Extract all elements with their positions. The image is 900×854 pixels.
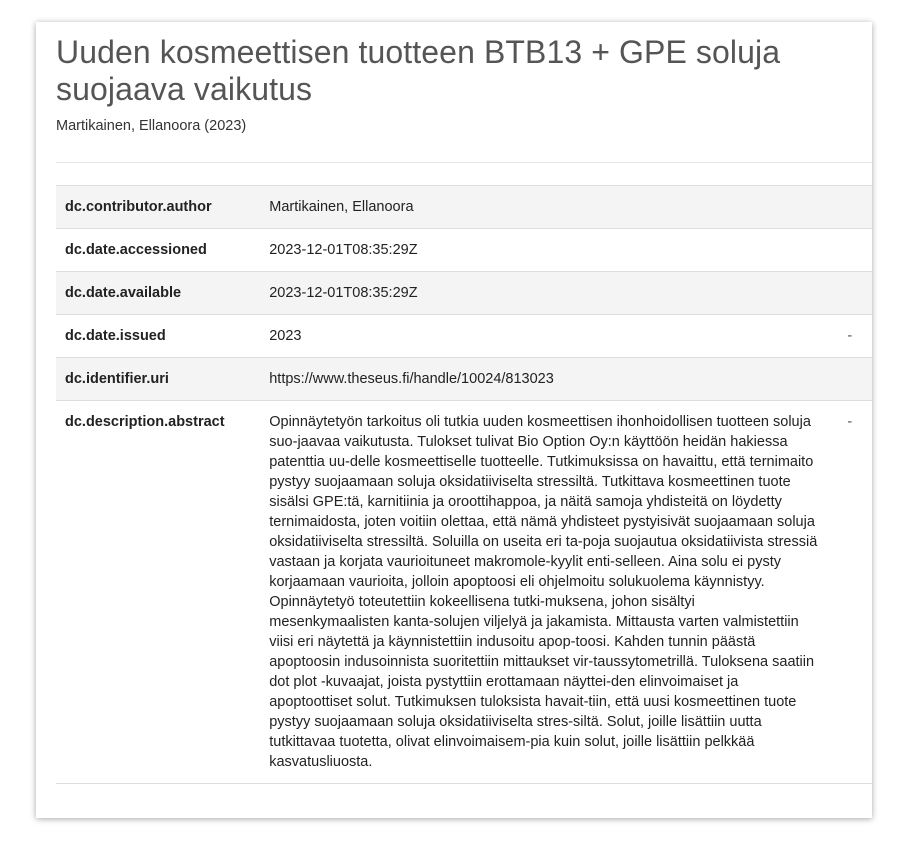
item-header — [36, 22, 872, 134]
metadata-value-available: 2023-12-01T08:35:29Z — [260, 272, 826, 315]
metadata-key: dc.date.available — [56, 272, 260, 315]
metadata-value-issued: 2023 — [260, 315, 826, 358]
metadata-lang — [826, 229, 872, 272]
metadata-row-uri — [56, 358, 872, 401]
metadata-value-accessioned: 2023-12-01T08:35:29Z — [260, 229, 826, 272]
metadata-row-available — [56, 272, 872, 315]
metadata-lang: - — [826, 315, 872, 358]
metadata-lang — [826, 358, 872, 401]
metadata-row-issued — [56, 315, 872, 358]
metadata-key: dc.date.accessioned — [56, 229, 260, 272]
metadata-value-author: Martikainen, Ellanoora — [260, 186, 826, 229]
item-record-card — [36, 22, 872, 818]
metadata-lang — [826, 272, 872, 315]
metadata-table — [56, 185, 872, 784]
metadata-lang — [826, 186, 872, 229]
metadata-key: dc.identifier.uri — [56, 358, 260, 401]
metadata-row-abstract — [56, 401, 872, 784]
metadata-key: dc.description.abstract — [56, 401, 260, 784]
metadata-row-accessioned — [56, 229, 872, 272]
metadata-value-uri: https://www.theseus.fi/handle/10024/813023 — [260, 358, 826, 401]
metadata-key: dc.date.issued — [56, 315, 260, 358]
item-byline: Martikainen, Ellanoora (2023) — [56, 118, 247, 134]
metadata-row-author — [56, 186, 872, 229]
metadata-value-abstract: Opinnäytetyön tarkoitus oli tutkia uuden kosmeettisen ihonhoidollisen tuotteen soluja suo-jaavaa vaikutusta. Tulokset tulivat Bio Option Oy:n käyttöön heidän hakiessa patenttia uu-delle kosmeettiselle tuotteelle. Tutkimuksissa on havaittu, että ternimaito pystyy suojaamaan soluja oksidatiiviselta stressiltä. Tutkittava kosmeettinen tuote sisälsi GPE:tä, karnitiinia ja oroottihappoa, ja näitä samoja yhdisteitä on löydetty ternimaidosta, joten voitiin olettaa, että nämä yhdisteet pystyisivät suojaamaan soluja oksidatiiviselta stressiltä. Soluilla on useita eri ta-poja suojautua oksidatiivista stressiä vastaan ja korjata vaurioituneet makromole-kyylit enti-selleen. Aina solu ei pysty korjaamaan vaurioita, jolloin apoptoosi eli ohjelmoitu solukuolema käynnistyy. Opinnäytetyö toteutettiin kokeellisena tutki-muksena, johon sisältyi mesenkymaalisten kanta-solujen viljelyä ja jakamista. Mittausta varten valmistettiin viisi eri näytettä ja käynnistettiin indusoitu apop-toosi. Kahden tunnin päästä apoptoosin indusoinnista suoritettiin mittaukset vir-taussytometrillä. Tuloksena saatiin dot plot -kuvaajat, joista pystyttiin erottamaan näyttei-den elinvoimaiset ja apoptoottiset solut. Tutkimuksen tuloksista havait-tiin, että uusi kosmeettinen tuote pystyy suojaamaan soluja oksidatiiviselta stres-siltä. Solut, joille lisättiin uutta tutkittavaa tuotetta, olivat elinvoimaisem-pia kuin solut, joille lisättiin pelkkää kasvatusliuosta. — [260, 401, 826, 784]
metadata-lang: - — [826, 401, 872, 784]
metadata-key: dc.contributor.author — [56, 186, 260, 229]
header-divider — [56, 162, 872, 163]
item-title: Uuden kosmeettisen tuotteen BTB13 + GPE soluja suojaava vaikutus — [56, 34, 781, 107]
